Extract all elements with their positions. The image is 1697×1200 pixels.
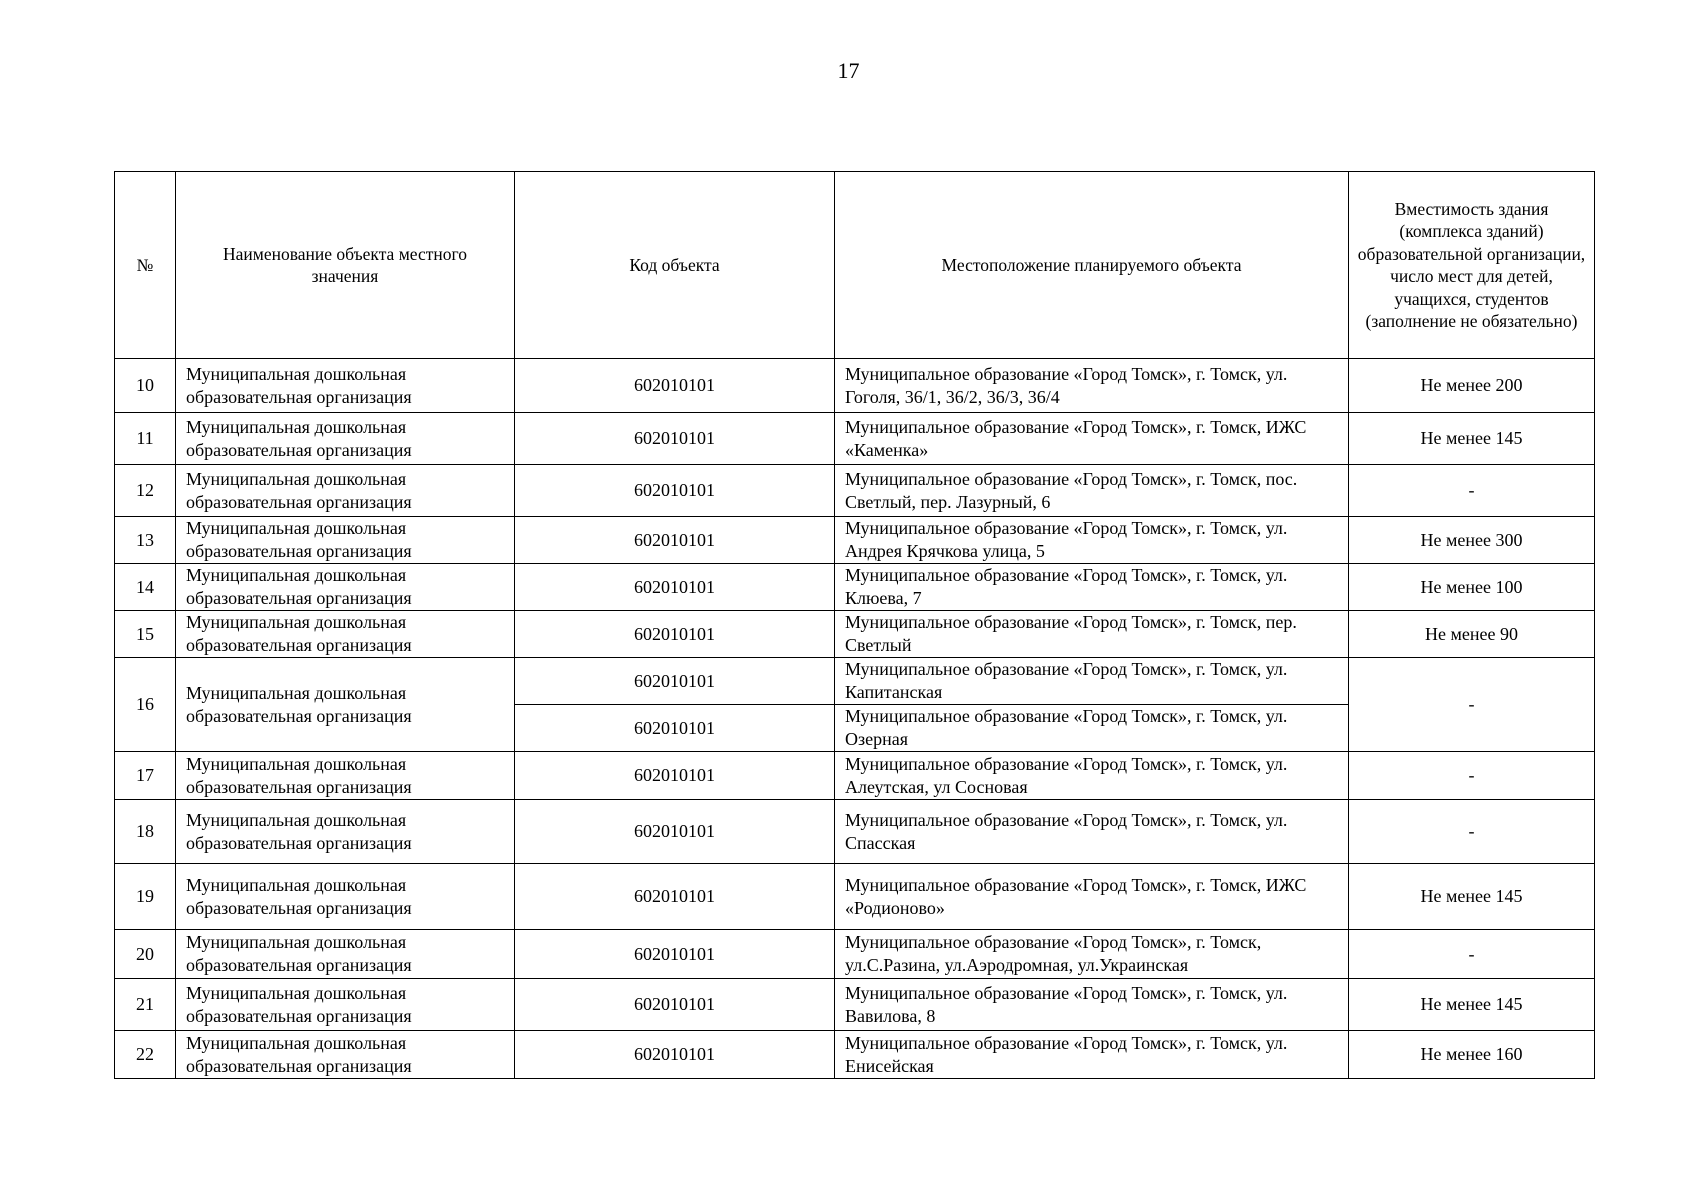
row-num: 12 — [115, 465, 176, 517]
page-number: 17 — [837, 58, 860, 83]
row-code: 602010101 — [515, 752, 835, 800]
row-code: 602010101 — [515, 517, 835, 564]
row-capacity: Не менее 200 — [1349, 359, 1595, 413]
row-name: Муниципальная дошкольная образовательная организация — [176, 800, 515, 864]
row-location: Муниципальное образование «Город Томск», г. Томск, ул. Андрея Крячкова улица, 5 — [835, 517, 1349, 564]
row-num: 14 — [115, 564, 176, 611]
row-code: 602010101 — [515, 564, 835, 611]
row-name: Муниципальная дошкольная образовательная организация — [176, 517, 515, 564]
table-row — [115, 930, 1595, 979]
row-location: Муниципальное образование «Город Томск», г. Томск, ул. Клюева, 7 — [835, 564, 1349, 611]
row-code: 602010101 — [515, 465, 835, 517]
header-num: № — [115, 172, 176, 359]
row-location: Муниципальное образование «Город Томск», г. Томск, ул. Капитанская — [835, 658, 1349, 705]
row-capacity: - — [1349, 930, 1595, 979]
row-name: Муниципальная дошкольная образовательная организация — [176, 864, 515, 930]
row-capacity: Не менее 90 — [1349, 611, 1595, 658]
header-name: Наименование объекта местного значения — [176, 172, 515, 359]
table-row — [115, 752, 1595, 800]
row-num: 18 — [115, 800, 176, 864]
table-row — [115, 864, 1595, 930]
row-num: 19 — [115, 864, 176, 930]
row-num: 20 — [115, 930, 176, 979]
row-num: 17 — [115, 752, 176, 800]
row-num: 13 — [115, 517, 176, 564]
row-code: 602010101 — [515, 864, 835, 930]
row-capacity: Не менее 160 — [1349, 1031, 1595, 1079]
row-code: 602010101 — [515, 611, 835, 658]
row-name: Муниципальная дошкольная образовательная организация — [176, 465, 515, 517]
row-code: 602010101 — [515, 979, 835, 1031]
row-capacity: Не менее 145 — [1349, 864, 1595, 930]
header-code: Код объекта — [515, 172, 835, 359]
row-location: Муниципальное образование «Город Томск», г. Томск, ИЖС «Родионово» — [835, 864, 1349, 930]
row-code: 602010101 — [515, 658, 835, 705]
row-name: Муниципальная дошкольная образовательная организация — [176, 413, 515, 465]
row-location: Муниципальное образование «Город Томск», г. Томск, ул. Вавилова, 8 — [835, 979, 1349, 1031]
row-capacity: Не менее 100 — [1349, 564, 1595, 611]
row-capacity: Не менее 145 — [1349, 979, 1595, 1031]
row-location: Муниципальное образование «Город Томск», г. Томск, пер. Светлый — [835, 611, 1349, 658]
row-code: 602010101 — [515, 705, 835, 752]
row-code: 602010101 — [515, 800, 835, 864]
row-location: Муниципальное образование «Город Томск», г. Томск, ул.С.Разина, ул.Аэродромная, ул.Украинская — [835, 930, 1349, 979]
row-name: Муниципальная дошкольная образовательная организация — [176, 930, 515, 979]
row-code: 602010101 — [515, 359, 835, 413]
header-capacity: Вместимость здания (комплекса зданий) образовательной организации, число мест для детей, учащихся, студентов (заполнение не обязательно) — [1349, 172, 1595, 359]
row-name: Муниципальная дошкольная образовательная организация — [176, 752, 515, 800]
table-row — [115, 564, 1595, 611]
row-name: Муниципальная дошкольная образовательная организация — [176, 564, 515, 611]
row-code: 602010101 — [515, 1031, 835, 1079]
row-location: Муниципальное образование «Город Томск», г. Томск, пос. Светлый, пер. Лазурный, 6 — [835, 465, 1349, 517]
row-num: 10 — [115, 359, 176, 413]
row-num: 15 — [115, 611, 176, 658]
row-code: 602010101 — [515, 413, 835, 465]
row-capacity: - — [1349, 752, 1595, 800]
row-capacity: Не менее 145 — [1349, 413, 1595, 465]
row-location: Муниципальное образование «Город Томск», г. Томск, ул. Гоголя, 36/1, 36/2, 36/3, 36/4 — [835, 359, 1349, 413]
table-row — [115, 800, 1595, 864]
row-name: Муниципальная дошкольная образовательная организация — [176, 658, 515, 752]
row-capacity: Не менее 300 — [1349, 517, 1595, 564]
table-row — [115, 611, 1595, 658]
table-row — [115, 359, 1595, 413]
objects-table — [114, 171, 1595, 1079]
table-row — [115, 465, 1595, 517]
row-name: Муниципальная дошкольная образовательная организация — [176, 611, 515, 658]
table-row — [115, 1031, 1595, 1079]
row-location: Муниципальное образование «Город Томск», г. Томск, ул. Спасская — [835, 800, 1349, 864]
row-location: Муниципальное образование «Город Томск», г. Томск, ул. Енисейская — [835, 1031, 1349, 1079]
row-name: Муниципальная дошкольная образовательная организация — [176, 359, 515, 413]
header-location: Местоположение планируемого объекта — [835, 172, 1349, 359]
table-row — [115, 413, 1595, 465]
row-name: Муниципальная дошкольная образовательная организация — [176, 979, 515, 1031]
row-num: 16 — [115, 658, 176, 752]
row-location: Муниципальное образование «Город Томск», г. Томск, ИЖС «Каменка» — [835, 413, 1349, 465]
row-name: Муниципальная дошкольная образовательная организация — [176, 1031, 515, 1079]
row-capacity: - — [1349, 658, 1595, 752]
table-header-row — [115, 172, 1595, 359]
row-location: Муниципальное образование «Город Томск», г. Томск, ул. Озерная — [835, 705, 1349, 752]
row-num: 11 — [115, 413, 176, 465]
row-capacity: - — [1349, 800, 1595, 864]
row-code: 602010101 — [515, 930, 835, 979]
table-row — [115, 658, 1595, 705]
table-row — [115, 517, 1595, 564]
row-num: 22 — [115, 1031, 176, 1079]
row-num: 21 — [115, 979, 176, 1031]
row-capacity: - — [1349, 465, 1595, 517]
table-row — [115, 979, 1595, 1031]
row-location: Муниципальное образование «Город Томск», г. Томск, ул. Алеутская, ул Сосновая — [835, 752, 1349, 800]
